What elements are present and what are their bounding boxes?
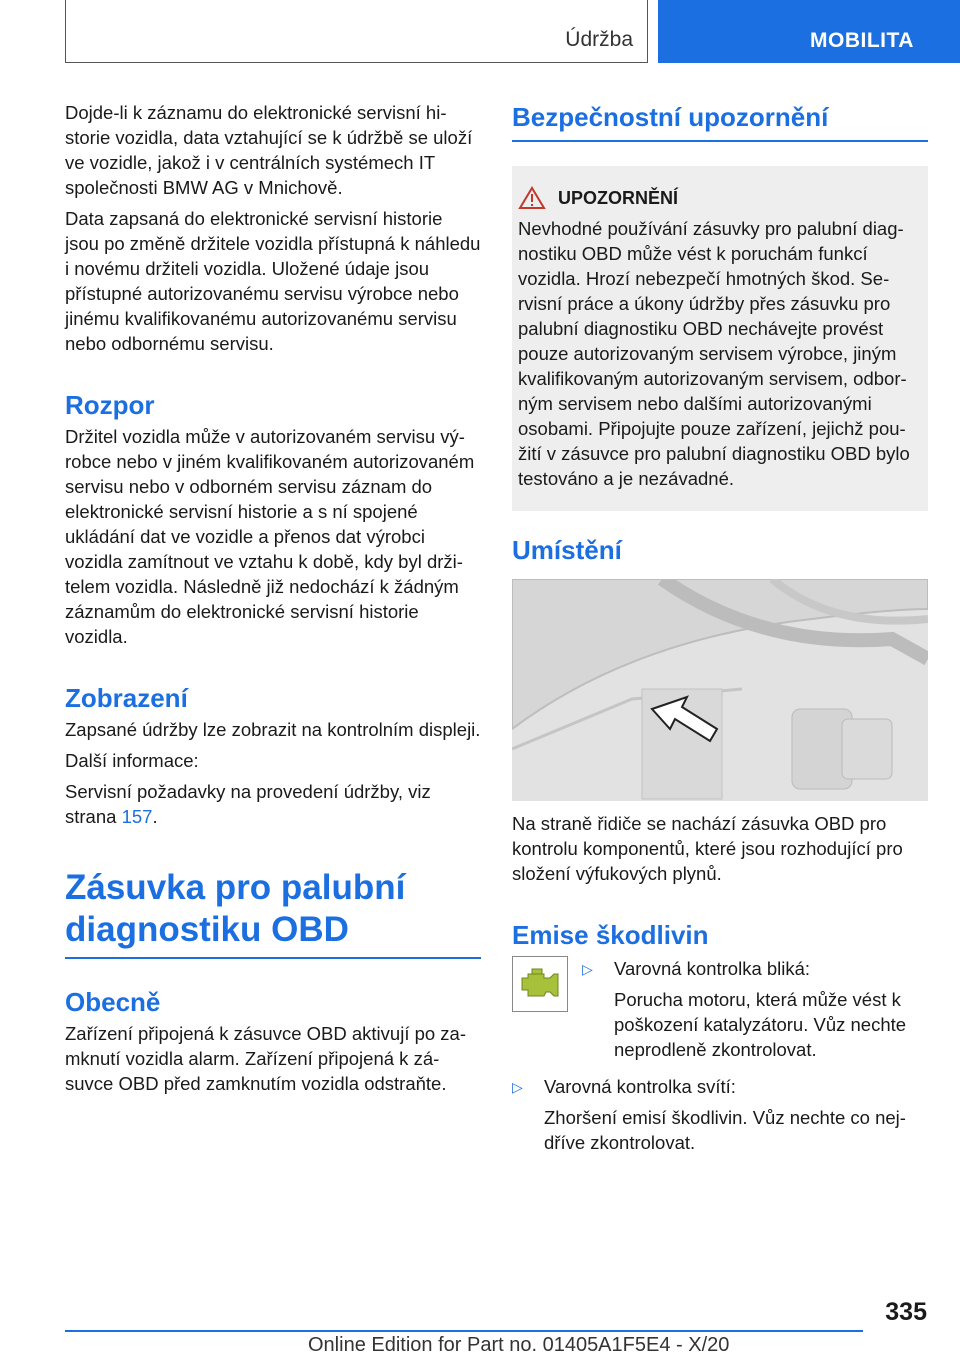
- zobrazeni-paragraph-3-text: Servisní požadavky na provedení údržby, viz strana: [65, 781, 431, 827]
- image-caption: Na straně řidiče se nachází zásuvka OBD pro kontrolu komponentů, které jsou rozhodující pro složení výfukových plynů.: [512, 813, 903, 884]
- obd-heading-line-2: diagnostiku OBD: [65, 910, 349, 949]
- bullet-2-title: Varovná kontrolka svítí:: [544, 1076, 736, 1097]
- page-number: 335: [885, 1298, 927, 1326]
- obd-section-heading: [65, 867, 481, 951]
- header-section-title: Údržba: [565, 28, 633, 51]
- header-chapter-tab: [658, 0, 960, 63]
- bullet-item-2: [512, 1074, 928, 1161]
- warning-label: UPOZORNĚNÍ: [558, 187, 679, 208]
- page-reference-link[interactable]: 157: [121, 806, 153, 827]
- zobrazeni-paragraph-2: Další informace:: [65, 750, 199, 771]
- bullet-1-content: [614, 956, 928, 1068]
- rozpor-heading: Rozpor: [65, 390, 155, 420]
- rozpor-paragraph: Držitel vozidla může v autorizovaném servisu výrobce nebo v jiném kvalifikovaném autorizovaném servisu nebo v odborném servisu záznam do elektronické servisní historie a s ní spojené ukládání dat ve vozidle a přenos dat výrobci vozidla zamítnout ve vztahu k době, kdy byl držitelem vozidla. Následně již nedochází k žádným záznamům do elektronické servisní historie vozidla.: [65, 426, 475, 647]
- bullet-2-content: [544, 1074, 928, 1161]
- safety-heading: Bezpečnostní upozornění: [512, 102, 829, 132]
- bullet-2-text: Zhoršení emisí škodlivin. Vůz nechte co nejdříve zkontrolovat.: [544, 1107, 906, 1153]
- intro-paragraph-2: Data zapsaná do elektronické servisní historie jsou po změně držitele vozidla přístupná k náhledu i novému držiteli vozidla. Uložené údaje jsou přístupné autorizovanému servisu výrobce nebo jinému kvalifikovanému autorizovanému servisu nebo odbornému servisu.: [65, 208, 481, 354]
- bullet-item-1: [512, 956, 928, 1068]
- obecne-heading: Obecně: [65, 987, 161, 1017]
- obd-location-illustration: [512, 579, 928, 801]
- bullet-1-text: Porucha motoru, která může vést k poškození katalyzátoru. Vůz nechte neprodleně zkontrolovat.: [614, 989, 907, 1060]
- umisteni-heading: Umístění: [512, 535, 622, 565]
- warning-header: [518, 186, 920, 210]
- bullet-triangle-icon: ▷: [512, 1079, 523, 1095]
- header-section-tab: [65, 0, 648, 63]
- warning-triangle-icon: [518, 186, 546, 210]
- footer-divider: [65, 1330, 863, 1332]
- zobrazeni-paragraph-3: [65, 779, 481, 829]
- zobrazeni-paragraph-3-end: .: [152, 806, 158, 827]
- bullet-triangle-icon: ▷: [582, 961, 593, 977]
- intro-paragraph-1: Dojde-li k záznamu do elektronické servisní historie vozidla, data vztahující se k údržbě se uloží ve vozidle, jakož i v centrálních systémech IT společnosti BMW AG v Mnichově.: [65, 102, 473, 198]
- check-engine-icon: [512, 956, 568, 1012]
- warning-box: [512, 166, 928, 511]
- emise-heading: Emise škodlivin: [512, 920, 709, 950]
- left-column: [65, 100, 481, 1102]
- zobrazeni-heading: Zobrazení: [65, 683, 188, 713]
- warning-text: Nevhodné používání zásuvky pro palubní diagnostiku OBD může vést k poruchám funkcí vozidla. Hrozí nebezpečí hmotných škod. Servisní práce a úkony údržby přes zásuvku pro palubní diagnostiku OBD nechávejte provést pouze autorizovaným servisem výrobce, jiným kvalifikovaným autorizovaným servisem, odborným servisem nebo dalšími autorizovanými osobami. Připojujte pouze zařízení, jejichž použití v zásuvce pro palubní diagnostiku OBD bylo testováno a je nezávadné.: [518, 218, 910, 489]
- bullet-1-title: Varovná kontrolka bliká:: [614, 958, 811, 979]
- obd-heading-line-1: Zásuvka pro palubní: [65, 868, 406, 907]
- header-chapter-title: MOBILITA: [810, 29, 914, 52]
- footer-edition: Online Edition for Part no. 01405A1F5E4 - X/20: [308, 1334, 730, 1356]
- safety-divider: [512, 140, 928, 142]
- zobrazeni-paragraph-1: Zapsané údržby lze zobrazit na kontrolním displeji.: [65, 719, 481, 740]
- right-column: [512, 100, 928, 1161]
- obecne-paragraph: Zařízení připojená k zásuvce OBD aktivují po zamknutí vozidla alarm. Zařízení připojená k zásuvce OBD před zamknutím vozidla odstraňte.: [65, 1023, 467, 1094]
